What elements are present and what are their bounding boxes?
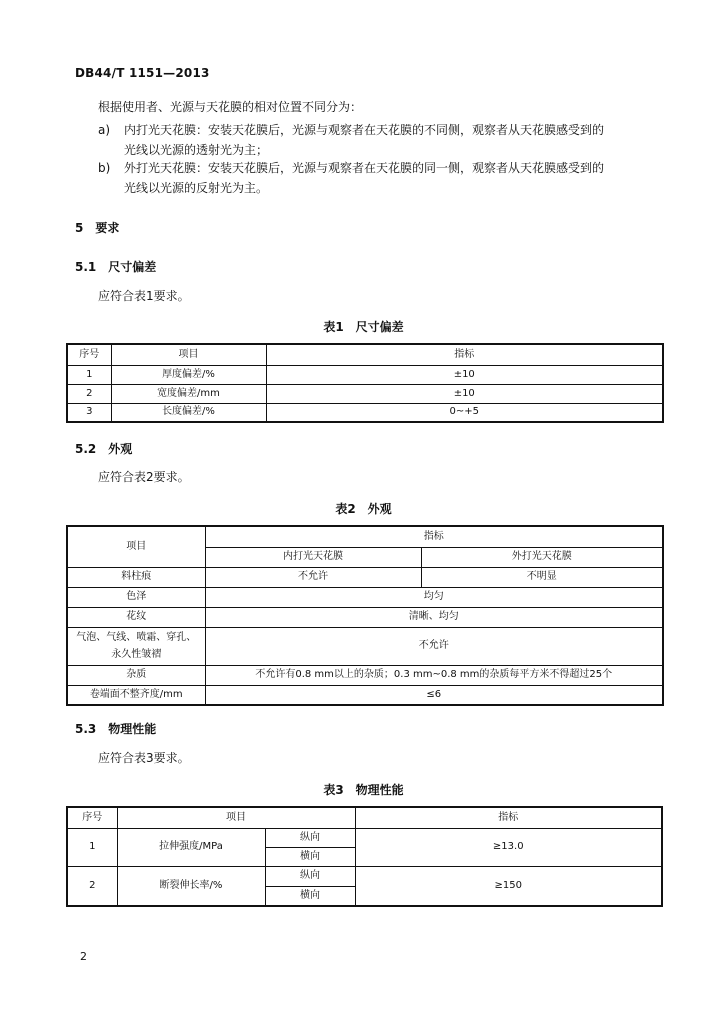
table-row [67,365,663,384]
item-b-line1: 外打光天花膜：安装天花膜后，光源与观察者在天花膜的同一侧，观察者从天花膜感受到的 [124,161,605,175]
table-cell: 拉伸强度/MPa [117,828,265,866]
section-5-3-heading: 5.3 物理性能 [75,722,157,736]
section-5-1-text: 应符合表1要求。 [98,289,190,303]
table3-physical-properties [66,806,663,907]
section-5-2-text: 应符合表2要求。 [98,470,190,484]
item-a-line2: 光线以光源的透射光为主； [124,143,269,157]
table1-header-row [67,344,663,365]
table-row [67,627,663,665]
table-cell: 杂质 [67,665,205,685]
table-cell: 不允许 [205,567,421,587]
table-row [67,828,662,847]
page-number: 2 [80,950,87,963]
table-cell: 纵向 [265,828,355,847]
table-cell: 料柱痕 [67,567,205,587]
table1-header-cell: 序号 [67,344,111,365]
table3-header-row [67,807,662,828]
table-row [67,665,663,685]
table3-caption: 表3 物理性能 [323,783,404,797]
table-cell: 1 [67,828,117,866]
item-b-line2: 光线以光源的反射光为主。 [124,181,269,195]
section-5-3-text: 应符合表3要求。 [98,751,190,765]
table-cell: 清晰、均匀 [205,607,663,627]
table3-header-cell: 序号 [67,807,117,828]
table-cell: ≤6 [205,685,663,705]
table-cell: 2 [67,866,117,906]
table-row [67,607,663,627]
section-5-1-heading: 5.1 尺寸偏差 [75,260,157,274]
section-5-heading: 5 要求 [75,221,120,235]
table2-header-outer: 外打光天花膜 [421,547,663,567]
table2-header-row [67,526,663,547]
table2-header-inner: 内打光天花膜 [205,547,421,567]
table-cell: 宽度偏差/mm [111,384,266,403]
table-cell: 不允许 [205,627,663,665]
table2-header-item: 项目 [67,526,205,567]
table-cell: 花纹 [67,607,205,627]
table-cell: ≥13.0 [355,828,662,866]
table-cell: 不明显 [421,567,663,587]
table-cell: 纵向 [265,866,355,886]
table-cell: 0~+5 [266,403,663,422]
intro-lead: 根据使用者、光源与天花膜的相对位置不同分为： [98,100,363,114]
table-cell: 不允许有0.8 mm以上的杂质；0.3 mm~0.8 mm的杂质每平方米不得超过25个 [205,665,663,685]
table-cell: ±10 [266,384,663,403]
table1-caption: 表1 尺寸偏差 [323,320,404,334]
table1-header-cell: 项目 [111,344,266,365]
table-row [67,567,663,587]
table-cell: 3 [67,403,111,422]
table1-size-deviation [66,343,664,423]
table-cell: 2 [67,384,111,403]
item-a-label: a) [98,123,111,137]
table-cell: 卷端面不整齐度/mm [67,685,205,705]
table-cell: 横向 [265,847,355,866]
table-cell: 厚度偏差/% [111,365,266,384]
table-row [67,384,663,403]
table-cell-line: 永久性皱褶 [111,649,162,660]
table-row [67,403,663,422]
section-5-2-heading: 5.2 外观 [75,442,133,456]
table-row [67,866,662,886]
table-cell-line: 气泡、气线、喷霜、穿孔、 [76,632,197,643]
table3-header-cell: 项目 [117,807,355,828]
table-cell: 均匀 [205,587,663,607]
table2-appearance [66,525,664,706]
item-a-line1: 内打光天花膜：安装天花膜后，光源与观察者在天花膜的不同侧，观察者从天花膜感受到的 [124,123,605,137]
table-cell: 1 [67,365,111,384]
table2-caption: 表2 外观 [335,502,392,516]
table-cell: 色泽 [67,587,205,607]
table-row [67,587,663,607]
table1-header-cell: 指标 [266,344,663,365]
table-row [67,685,663,705]
table-cell [67,627,205,665]
table-cell: ≥150 [355,866,662,906]
table2-header-index: 指标 [205,526,663,547]
table3-header-cell: 指标 [355,807,662,828]
item-b-label: b) [98,161,111,175]
document-id: DB44/T 1151—2013 [75,66,210,80]
table-cell: 横向 [265,886,355,906]
table-cell: 断裂伸长率/% [117,866,265,906]
table-cell: ±10 [266,365,663,384]
table-cell: 长度偏差/% [111,403,266,422]
